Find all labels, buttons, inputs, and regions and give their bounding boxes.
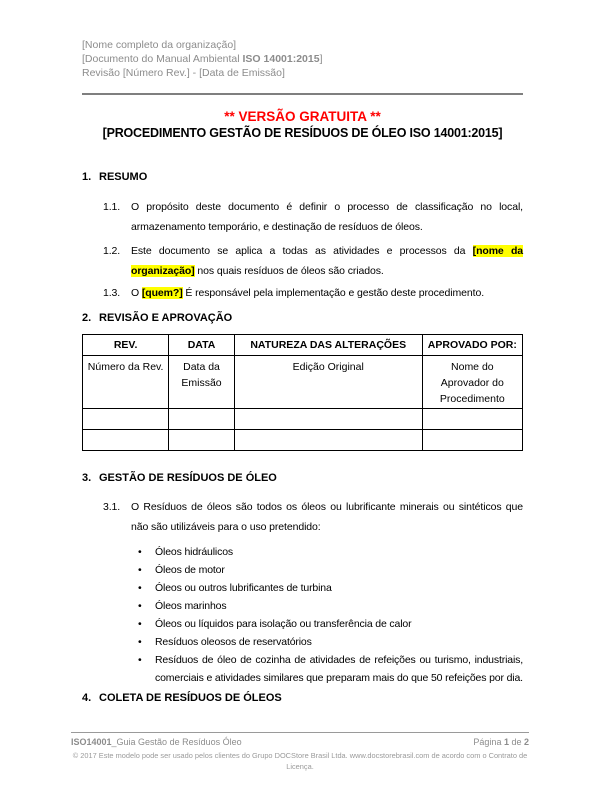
list-item-text: Óleos hidráulicos [155, 546, 233, 558]
section-heading-coleta [82, 691, 523, 705]
bullet-icon: • [138, 564, 142, 576]
header-divider [82, 93, 523, 95]
paragraph-text: O [quem?] É responsável pela implementação e gestão deste procedimento. [131, 287, 485, 299]
list-item-text: Óleos ou outros lubrificantes de turbina [155, 582, 332, 594]
paragraph-number: 1.1. [103, 201, 121, 213]
paragraph-text: Este documento se aplica a todas as atividades e processos da [nome da organização] nos quais resíduos de óleos são criados. [131, 245, 523, 277]
list-item [82, 561, 523, 579]
table-cell [422, 409, 522, 430]
section-heading-resumo [82, 170, 523, 184]
page-content [82, 0, 523, 705]
table-cell: Data da Emissão [169, 356, 235, 409]
bullet-icon: • [138, 618, 142, 630]
paragraph-1-1 [82, 197, 523, 237]
column-header-natureza: NATUREZA DAS ALTERAÇÕES [234, 335, 422, 356]
table-cell [169, 409, 235, 430]
table-cell [169, 430, 235, 451]
iso-standard-label: ISO 14001:2015 [242, 53, 320, 65]
free-version-banner: ** VERSÃO GRATUITA ** [224, 109, 381, 124]
paragraph-number: 1.3. [103, 287, 121, 299]
table-cell [422, 430, 522, 451]
table-cell: Número da Rev. [83, 356, 169, 409]
bullet-icon: • [138, 636, 142, 648]
page-header [82, 0, 523, 80]
section-number: 1. [82, 171, 92, 183]
list-item [82, 615, 523, 633]
org-name-line: [Nome completo da organização] [82, 39, 237, 51]
section-heading-gestao [82, 471, 523, 485]
section-number: 2. [82, 312, 92, 324]
list-item [82, 633, 523, 651]
table-row [83, 356, 523, 409]
list-item [82, 543, 523, 561]
bullet-icon: • [138, 546, 142, 558]
column-header-data: DATA [169, 335, 235, 356]
revision-line: Revisão [Número Rev.] - [Data de Emissão] [82, 67, 285, 79]
section-label: REVISÃO E APROVAÇÃO [99, 312, 233, 324]
table-row [83, 430, 523, 451]
section-label: RESUMO [99, 171, 148, 183]
paragraph-text: O Resíduos de óleos são todos os óleos ou lubrificante minerais ou sintéticos que não são utilizáveis para o uso pretendido: [131, 501, 523, 533]
section-label: GESTÃO DE RESÍDUOS DE ÓLEO [99, 472, 277, 484]
table-cell [234, 409, 422, 430]
bullet-icon: • [138, 582, 142, 594]
revision-table [82, 334, 523, 451]
table-row [83, 409, 523, 430]
section-heading-revisao [82, 311, 523, 325]
table-cell [234, 430, 422, 451]
list-item-text: Resíduos de óleo de cozinha de atividades de refeições ou turismo, industriais, comerciais e atividades similares que preparam mais do que 50 refeições por dia. [155, 654, 523, 684]
table-cell: Edição Original [234, 356, 422, 409]
list-item [82, 651, 523, 687]
paragraph-1-2 [82, 241, 523, 281]
footer-row [71, 736, 529, 748]
bullet-list [82, 543, 523, 687]
document-title: [PROCEDIMENTO GESTÃO DE RESÍDUOS DE ÓLEO ISO 14001:2015] [102, 126, 503, 140]
section-label: COLETA DE RESÍDUOS DE ÓLEOS [99, 692, 282, 704]
org-name-highlight: [nome da organização] [131, 245, 523, 277]
manual-line: [Documento do Manual Ambiental ISO 14001:2015] [82, 53, 323, 65]
table-cell [83, 409, 169, 430]
table-header-row [83, 335, 523, 356]
table-cell [83, 430, 169, 451]
section-number: 3. [82, 472, 92, 484]
page-footer [71, 732, 529, 772]
footer-page-number: Página 1 de 2 [473, 737, 529, 747]
list-item-text: Óleos de motor [155, 564, 225, 576]
paragraph-1-3 [82, 283, 523, 303]
bullet-icon: • [138, 654, 142, 666]
footer-divider [71, 732, 529, 733]
footer-copyright: © 2017 Este modelo pode ser usado pelos clientes do Grupo DOCStore Brasil Ltda. www.docstorebrasil.com de acordo com o Contrato de Licença. [72, 751, 528, 771]
paragraph-3-1 [82, 497, 523, 537]
table-cell: Nome do Aprovador do Procedimento [422, 356, 522, 409]
bullet-icon: • [138, 600, 142, 612]
section-number: 4. [82, 692, 92, 704]
paragraph-number: 1.2. [103, 245, 121, 257]
list-item [82, 597, 523, 615]
list-item-text: Óleos marinhos [155, 600, 227, 612]
paragraph-number: 3.1. [103, 501, 121, 513]
column-header-aprovado: APROVADO POR: [422, 335, 522, 356]
column-header-rev: REV. [83, 335, 169, 356]
paragraph-text: O propósito deste documento é definir o processo de classificação no local, armazenamento temporário, e destinação de resíduos de óleos. [131, 201, 523, 233]
footer-doc-id: ISO14001_Guia Gestão de Resíduos Óleo [71, 737, 242, 747]
list-item-text: Óleos ou líquidos para isolação ou transferência de calor [155, 618, 412, 630]
list-item-text: Resíduos oleosos de reservatórios [155, 636, 312, 648]
list-item [82, 579, 523, 597]
responsible-highlight: [quem?] [141, 287, 183, 299]
